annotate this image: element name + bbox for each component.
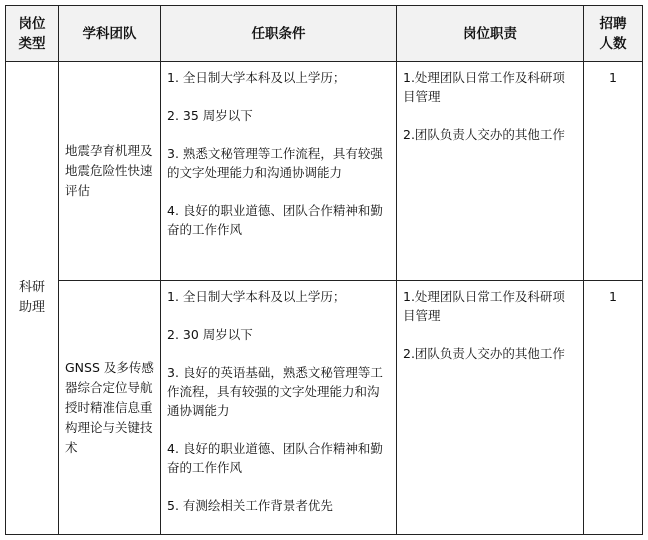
duty-item: 1.处理团队日常工作及科研项目管理 [403, 289, 565, 323]
requirement-item: 1. 全日制大学本科及以上学历； [167, 70, 346, 85]
header-row [6, 6, 643, 62]
count-cell: 1 [584, 62, 643, 281]
requirement-item: 2. 35 周岁以下 [167, 108, 253, 123]
requirement-item: 3. 熟悉文秘管理等工作流程，具有较强的文字处理能力和沟通协调能力 [167, 146, 383, 180]
header-count: 招聘 人数 [584, 6, 643, 62]
duties-cell [397, 62, 584, 281]
requirement-item: 3. 良好的英语基础，熟悉文秘管理等工作流程，具有较强的文字处理能力和沟通协调能力 [167, 365, 383, 418]
requirement-item: 5. 有测绘相关工作背景者优先 [167, 498, 333, 513]
header-team: 学科团队 [59, 6, 161, 62]
duty-item: 1.处理团队日常工作及科研项目管理 [403, 70, 565, 104]
duties-cell [397, 281, 584, 535]
position-type-cell: 科研 助理 [6, 62, 59, 535]
header-requirements: 任职条件 [161, 6, 397, 62]
count-cell: 1 [584, 281, 643, 535]
requirement-item: 4. 良好的职业道德、团队合作精神和勤奋的工作作风 [167, 203, 383, 237]
header-position-type: 岗位 类型 [6, 6, 59, 62]
team-cell: 地震孕育机理及地震危险性快速评估 [59, 62, 161, 281]
duty-item: 2.团队负责人交办的其他工作 [403, 127, 565, 142]
duty-item: 2.团队负责人交办的其他工作 [403, 346, 565, 361]
requirement-item: 1. 全日制大学本科及以上学历； [167, 289, 346, 304]
team-cell: GNSS 及多传感器综合定位导航授时精准信息重构理论与关键技术 [59, 281, 161, 535]
requirements-cell [161, 281, 397, 535]
header-duties: 岗位职责 [397, 6, 584, 62]
table-row [6, 281, 643, 535]
recruitment-table [5, 5, 643, 535]
table-row [6, 62, 643, 281]
requirement-item: 4. 良好的职业道德、团队合作精神和勤奋的工作作风 [167, 441, 383, 475]
requirement-item: 2. 30 周岁以下 [167, 327, 253, 342]
requirements-cell [161, 62, 397, 281]
